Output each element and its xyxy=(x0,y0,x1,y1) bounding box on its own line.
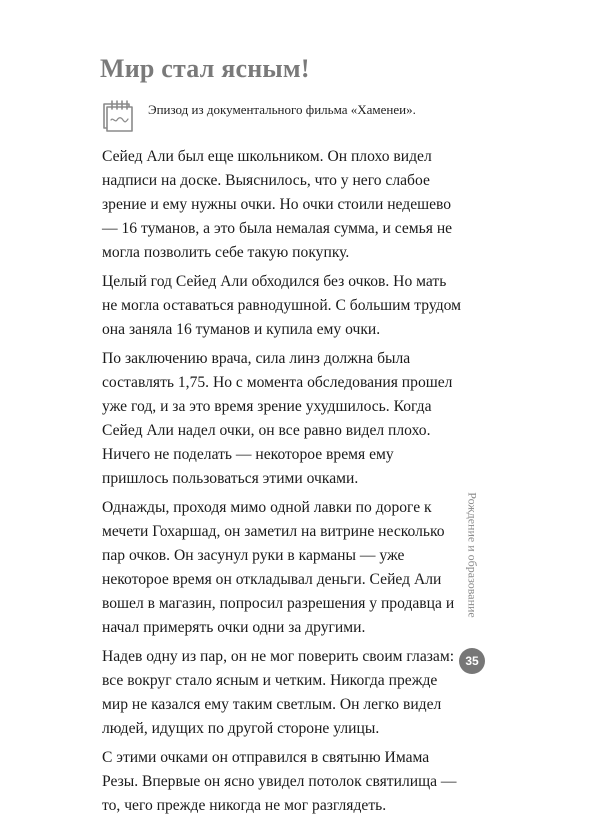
page-title: Мир стал ясным! xyxy=(100,54,310,83)
article-body xyxy=(102,145,462,823)
running-head-text: Рождение и образование xyxy=(465,492,480,618)
running-head xyxy=(464,470,480,640)
source-note-text: Эпизод из документального фильма «Хаменеи». xyxy=(148,102,416,117)
paragraph: Сейед Али был еще школьником. Он плохо видел надписи на доске. Выяснилось, что у него слабое зрение и ему нужны очки. Но очки стоили недешево — 16 туманов, а это была немалая сумма, и семья не могла позволить себе такую покупку. xyxy=(102,148,453,261)
notepad-icon xyxy=(98,96,138,136)
paragraph: По заключению врача, сила линз должна была составлять 1,75. Но с момента обследования прошел уже год, и за это время зрение ухудшилось. Когда Сейед Али надел очки, он все равно видел плохо. Ничего не поделать — некоторое время ему пришлось пользоваться этими очками. xyxy=(102,350,453,487)
paragraph: Однажды, проходя мимо одной лавки по дороге к мечети Гохаршад, он заметил на витрине несколько пар очков. Он засунул руки в карманы — уже некоторое время он откладывал деньги. Сейед Али вошел в магазин, попросил разрешения у продавца и начал примерять очки одни за другими. xyxy=(102,499,455,636)
paragraph: Надев одну из пар, он не мог поверить своим глазам: все вокруг стало ясным и четким. Никогда прежде мир не казался ему таким светлым. Он легко видел людей, идущих по другой стороне улицы. xyxy=(102,648,455,737)
paragraph: Целый год Сейед Али обходился без очков. Но мать не могла оставаться равнодушной. С большим трудом она заняла 16 туманов и купила ему очки. xyxy=(102,273,462,338)
paragraph: С этими очками он отправился в святыню Имама Резы. Впервые он ясно увидел потолок святилища — то, чего прежде никогда не мог разглядеть. xyxy=(102,749,457,814)
source-note xyxy=(98,96,478,136)
page-number: 35 xyxy=(459,648,485,674)
